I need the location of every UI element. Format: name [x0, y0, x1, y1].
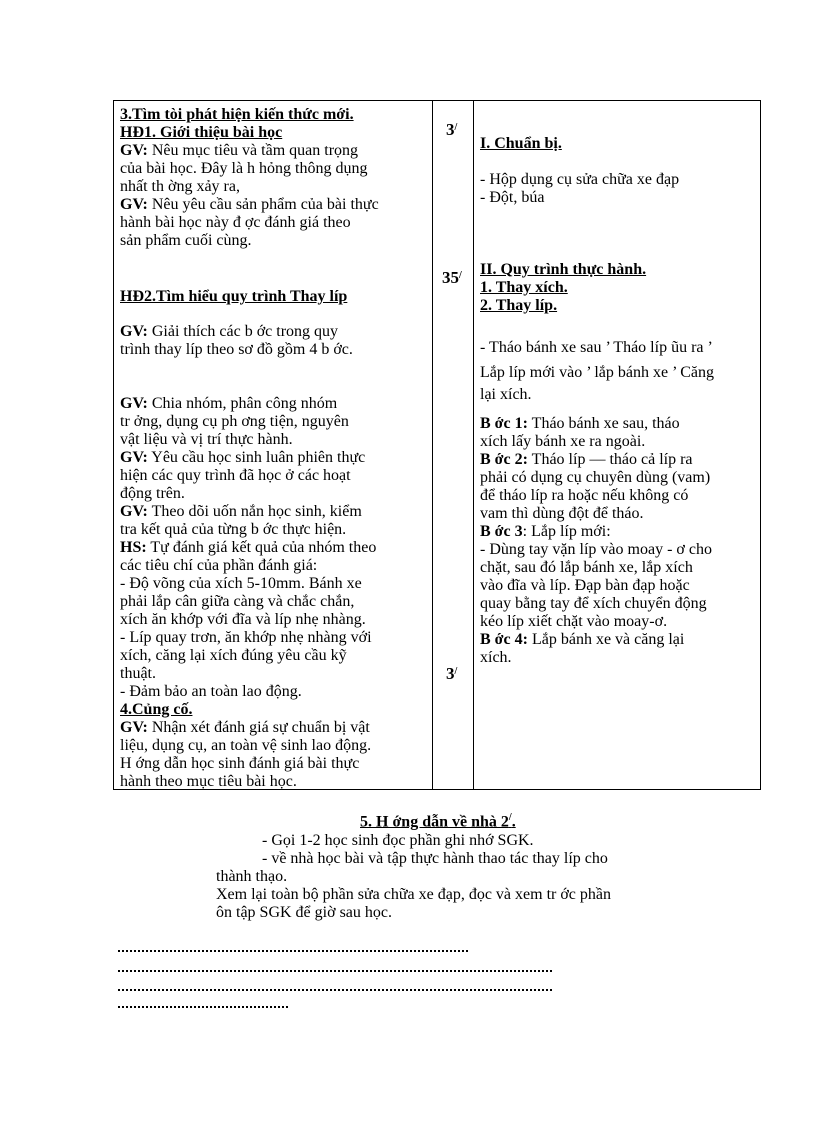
list-item: - Hộp dụng cụ sửa chữa xe đạp	[480, 171, 680, 188]
text-line: phải có dụng cụ chuyên dùng (vam)	[480, 469, 711, 486]
text-line: để tháo líp ra hoặc nếu không có	[480, 487, 689, 504]
text-line: quay bằng tay để xích chuyển động	[480, 595, 707, 612]
text-line: hành theo mục tiêu bài học.	[120, 773, 297, 790]
text-line: vam thì dùng đột để tháo.	[480, 505, 644, 522]
homework-line: - về nhà học bài và tập thực hành thao tác thay líp cho	[262, 850, 608, 867]
dotted-line	[118, 1006, 288, 1008]
time-value: 3/	[446, 664, 458, 683]
text-line: - Đảm bảo an toàn lao động.	[120, 683, 302, 700]
homework-line: thành thạo.	[216, 868, 288, 885]
subsection-sprocket: 2. Thay líp.	[480, 297, 558, 314]
text-line: của bài học. Đây là h hỏng thông dụng	[120, 160, 368, 177]
text-line: động trên.	[120, 485, 185, 502]
text-line: các tiêu chí của phần đánh giá:	[120, 557, 318, 574]
text-line: nhất th ờng xảy ra,	[120, 178, 240, 195]
subsection-chain: 1. Thay xích.	[480, 279, 568, 296]
text-line: vật liệu và vị trí thực hành.	[120, 431, 293, 448]
heading-consolidate: 4.Củng cố.	[120, 701, 193, 718]
dotted-line	[118, 989, 552, 991]
homework-line: ôn tập SGK để giờ sau học.	[216, 904, 392, 921]
text-line: thuật.	[120, 665, 156, 682]
procedure-section	[480, 261, 756, 315]
steps	[480, 415, 756, 667]
gv-line: GV: Giải thích các b ớc trong quy	[120, 323, 339, 340]
gv-line: GV: Nhận xét đánh giá sự chuẩn bị vật	[120, 719, 370, 736]
text-line: - Độ võng của xích 5-10mm. Bánh xe	[120, 575, 362, 592]
homework-title: 5. H ớng dẫn về nhà 2/.	[360, 812, 516, 831]
text-line: - Líp quay trơn, ăn khớp nhẹ nhàng với	[120, 629, 372, 646]
step-line: B ớc 2: Tháo líp — tháo cả líp ra	[480, 451, 693, 468]
hd2-title: HĐ2.Tìm hiểu quy trình Thay líp	[120, 288, 348, 305]
text-line: xích, căng lại xích đúng yêu cầu kỹ	[120, 647, 347, 664]
dotted-line	[118, 950, 468, 952]
time-value: 3/	[446, 120, 458, 139]
text-line: chặt, sau đó lắp bánh xe, lắp xích	[480, 559, 693, 576]
text-line: liệu, dụng cụ, an toàn vệ sinh lao động.	[120, 737, 372, 754]
gv-line: GV: Chia nhóm, phân công nhóm	[120, 395, 338, 412]
teacher-activities-column	[120, 106, 420, 791]
hd1-title: HĐ1. Giới thiệu bài học	[120, 124, 283, 141]
homework-line: - Gọi 1-2 học sinh đọc phần ghi nhớ SGK.	[262, 832, 534, 849]
text-line: lại xích.	[480, 386, 532, 403]
step-line: B ớc 4: Lắp bánh xe và căng lại	[480, 631, 685, 648]
prep-list	[480, 171, 756, 207]
text-line: kéo líp xiết chặt vào moay-ơ.	[480, 613, 668, 630]
column-divider	[432, 101, 433, 789]
text-line: - Dùng tay vặn líp vào moay - ơ cho	[480, 541, 712, 558]
gv-line: GV: Nêu yêu cầu sản phẩm của bài thực	[120, 196, 379, 213]
heading-discover: 3.Tìm tòi phát hiện kiến thức mới.	[120, 106, 354, 123]
text-line: xích ăn khớp với đĩa và líp nhẹ nhàng.	[120, 611, 366, 628]
step-line: B ớc 1: Tháo bánh xe sau, tháo	[480, 415, 680, 432]
section-prep: I. Chuẩn bị.	[480, 135, 562, 152]
process-flow	[480, 335, 756, 405]
step-line: B ớc 3: Lắp líp mới:	[480, 523, 611, 540]
text-line: hiện các quy trình đã học ở các hoạt	[120, 467, 351, 484]
text-line: phải lắp cân giữa càng và chắc chắn,	[120, 593, 355, 610]
time-value: 35/	[442, 268, 462, 287]
gv-line: GV: Yêu cầu học sinh luân phiên thực	[120, 449, 366, 466]
text-line: xích.	[480, 649, 512, 666]
text-line: tr ởng, dụng cụ ph ơng tiện, nguyên	[120, 413, 349, 430]
hs-line: HS: Tự đánh giá kết quả của nhóm theo	[120, 539, 377, 556]
text-line: xích lấy bánh xe ra ngoài.	[480, 433, 646, 450]
list-item: - Đột, búa	[480, 189, 545, 206]
column-divider	[473, 101, 474, 789]
lesson-table	[113, 100, 761, 790]
text-line: Lắp líp mới vào ’ lắp bánh xe ’ Căng	[480, 364, 715, 381]
dotted-line	[118, 970, 552, 972]
section-procedure: II. Quy trình thực hành.	[480, 261, 647, 278]
gv-line: GV: Nêu mục tiêu và tầm quan trọng	[120, 142, 359, 159]
text-line: hành bài học này đ ợc đánh giá theo	[120, 214, 351, 231]
text-line: vào đĩa và líp. Đạp bàn đạp hoặc	[480, 577, 690, 594]
text-line: H ớng dẫn học sinh đánh giá bài thực	[120, 755, 360, 772]
text-line: sản phẩm cuối cùng.	[120, 232, 252, 249]
gv-line: GV: Theo dõi uốn nắn học sinh, kiểm	[120, 503, 362, 520]
text-line: trình thay líp theo sơ đồ gồm 4 b ớc.	[120, 341, 353, 358]
homework-line: Xem lại toàn bộ phần sửa chữa xe đạp, đọc và xem tr ớc phần	[216, 886, 612, 903]
text-line: - Tháo bánh xe sau ’ Tháo líp ũu ra ’	[480, 339, 713, 356]
text-line: tra kết quả của từng b ớc thực hiện.	[120, 521, 347, 538]
